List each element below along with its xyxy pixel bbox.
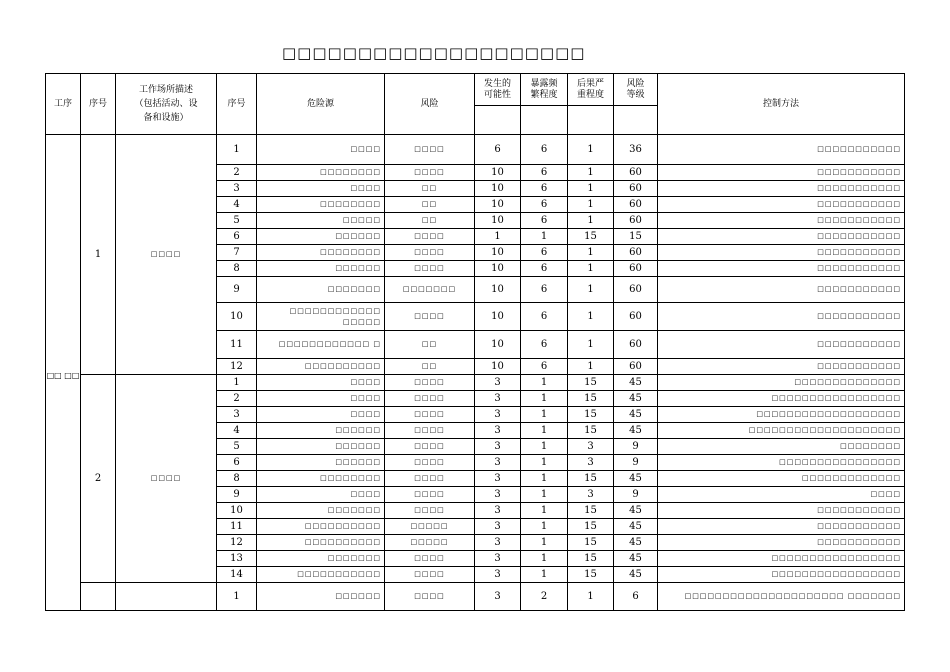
risk-cell: □□□□ [385, 551, 475, 567]
hazard-cell: □□□□□□□□ [257, 197, 385, 213]
control-cell: □□□□□□□□□□□ [658, 519, 905, 535]
likelihood-cell: 10 [475, 261, 521, 277]
exposure-cell: 1 [521, 487, 568, 503]
severity-cell: 1 [568, 213, 614, 229]
header-exposure-empty [521, 106, 568, 135]
header-severity-2: 重程度 [576, 89, 604, 100]
severity-cell: 1 [568, 303, 614, 331]
severity-cell: 1 [568, 359, 614, 375]
exposure-cell: 1 [521, 391, 568, 407]
hazard-cell: □□□□ [257, 487, 385, 503]
hazard-cell: □□□□□□□□ [257, 245, 385, 261]
level-cell: 60 [614, 261, 658, 277]
hazard-cell: □□□□□□□□□□ [257, 535, 385, 551]
row-seq-cell: 1 [217, 135, 257, 165]
severity-cell: 1 [568, 261, 614, 277]
severity-cell: 15 [568, 535, 614, 551]
level-cell: 15 [614, 229, 658, 245]
level-cell: 45 [614, 391, 658, 407]
control-cell: □□□□□□□□□□□□□□□□□□□□ [658, 423, 905, 439]
exposure-cell: 1 [521, 535, 568, 551]
header-level-empty [614, 106, 658, 135]
control-cell: □□□□□□□□□□□ [658, 135, 905, 165]
exposure-cell: 6 [521, 303, 568, 331]
risk-cell: □□□□ [385, 245, 475, 261]
control-cell: □□□□ [658, 487, 905, 503]
header-workplace-line3: 备和设施） [143, 113, 189, 123]
row-seq-cell: 14 [217, 567, 257, 583]
likelihood-cell: 3 [475, 567, 521, 583]
header-likelihood-empty [475, 106, 521, 135]
exposure-cell: 6 [521, 277, 568, 303]
level-cell: 45 [614, 407, 658, 423]
control-cell: □□□□□□□□□□□□□ [658, 471, 905, 487]
header-workplace-line2: （包括活动、设 [134, 99, 198, 109]
severity-cell: 1 [568, 165, 614, 181]
severity-cell: 3 [568, 487, 614, 503]
control-cell: □□□□□□□□□□□ [658, 181, 905, 197]
risk-cell: □□□□ [385, 229, 475, 245]
exposure-cell: 1 [521, 471, 568, 487]
risk-cell: □□□□ [385, 135, 475, 165]
header-process: 工序 [46, 74, 81, 135]
exposure-cell: 1 [521, 407, 568, 423]
exposure-cell: 6 [521, 197, 568, 213]
risk-cell: □□□□ [385, 391, 475, 407]
level-cell: 45 [614, 519, 658, 535]
row-seq-cell: 9 [217, 487, 257, 503]
likelihood-cell: 6 [475, 135, 521, 165]
group-seq-cell [81, 583, 116, 611]
severity-cell: 1 [568, 331, 614, 359]
likelihood-cell: 10 [475, 181, 521, 197]
row-seq-cell: 10 [217, 503, 257, 519]
likelihood-cell: 3 [475, 423, 521, 439]
hazard-cell: □□□□ [257, 391, 385, 407]
hazard-cell: □□□□□□□□□□ [257, 519, 385, 535]
hazard-cell: □□□□□□□□□□□□ □ [257, 331, 385, 359]
level-cell: 60 [614, 331, 658, 359]
likelihood-cell: 3 [475, 535, 521, 551]
likelihood-cell: 3 [475, 471, 521, 487]
control-cell: □□□□□□□□□□□□□□□□□ [658, 567, 905, 583]
likelihood-cell: 10 [475, 359, 521, 375]
severity-cell: 1 [568, 277, 614, 303]
row-seq-cell: 3 [217, 407, 257, 423]
hazard-cell: □□□□□□□□□□ [257, 359, 385, 375]
row-seq-cell: 4 [217, 423, 257, 439]
header-likelihood [475, 74, 521, 106]
level-cell: 45 [614, 471, 658, 487]
hazard-cell: □□□□□□□ [257, 551, 385, 567]
risk-cell: □□□□ [385, 471, 475, 487]
level-cell: 45 [614, 503, 658, 519]
hazard-cell: □□□□□ [257, 213, 385, 229]
header-workplace [116, 74, 217, 135]
row-seq-cell: 12 [217, 535, 257, 551]
severity-cell: 1 [568, 197, 614, 213]
table-row [46, 583, 905, 611]
control-cell: □□□□□□□□□□□ [658, 277, 905, 303]
risk-cell: □□□□□ [385, 519, 475, 535]
header-exposure [521, 74, 568, 106]
row-seq-cell: 2 [217, 165, 257, 181]
level-cell: 45 [614, 551, 658, 567]
risk-cell: □□ [385, 213, 475, 229]
severity-cell: 15 [568, 503, 614, 519]
severity-cell: 15 [568, 423, 614, 439]
likelihood-cell: 3 [475, 391, 521, 407]
hazard-cell: □□□□□□□□□□□ [257, 567, 385, 583]
likelihood-cell: 10 [475, 245, 521, 261]
row-seq-cell: 7 [217, 245, 257, 261]
control-cell: □□□□□□□□□□□ [658, 213, 905, 229]
level-cell: 45 [614, 375, 658, 391]
control-cell: □□□□□□□□□□□□□□□□□□□ [658, 407, 905, 423]
exposure-cell: 6 [521, 261, 568, 277]
row-seq-cell: 11 [217, 331, 257, 359]
header-risk: 风险 [385, 74, 475, 135]
hazard-cell: □□□□ [257, 375, 385, 391]
likelihood-cell: 10 [475, 213, 521, 229]
row-seq-cell: 9 [217, 277, 257, 303]
severity-cell: 1 [568, 245, 614, 261]
hazard-cell: □□□□□□□ [257, 503, 385, 519]
level-cell: 60 [614, 165, 658, 181]
row-seq-cell: 5 [217, 213, 257, 229]
row-seq-cell: 12 [217, 359, 257, 375]
hazard-cell: □□□□□□ [257, 423, 385, 439]
severity-cell: 15 [568, 407, 614, 423]
risk-cell: □□□□ [385, 165, 475, 181]
hazard-cell: □□□□ [257, 135, 385, 165]
control-cell: □□□□□□□□□□□ [658, 535, 905, 551]
control-cell: □□□□□□□□□□□ [658, 303, 905, 331]
risk-cell: □□□□ [385, 455, 475, 471]
level-cell: 60 [614, 181, 658, 197]
severity-cell: 1 [568, 583, 614, 611]
control-cell: □□□□□□□□□□□ [658, 503, 905, 519]
header-severity-empty [568, 106, 614, 135]
header-level-2: 等级 [626, 89, 645, 100]
severity-cell: 15 [568, 229, 614, 245]
exposure-cell: 6 [521, 213, 568, 229]
row-seq-cell: 4 [217, 197, 257, 213]
level-cell: 60 [614, 303, 658, 331]
risk-cell: □□ [385, 181, 475, 197]
likelihood-cell: 3 [475, 439, 521, 455]
hazard-cell: □□□□□□ [257, 455, 385, 471]
likelihood-cell: 3 [475, 407, 521, 423]
header-likelihood-2: 可能性 [483, 89, 511, 100]
risk-cell: □□□□ [385, 503, 475, 519]
severity-cell: 15 [568, 471, 614, 487]
row-seq-cell: 1 [217, 375, 257, 391]
header-level [614, 74, 658, 106]
risk-cell: □□□□ [385, 375, 475, 391]
row-seq-cell: 1 [217, 583, 257, 611]
hazard-cell: □□□□□□ [257, 261, 385, 277]
row-seq-cell: 3 [217, 181, 257, 197]
hazard-cell: □□□□□□□□□□□□ □□□□□ [257, 303, 385, 331]
level-cell: 60 [614, 213, 658, 229]
group-desc-cell [116, 583, 217, 611]
risk-cell: □□ [385, 359, 475, 375]
severity-cell: 1 [568, 135, 614, 165]
control-cell: □□□□□□□□□□□□□□□□□□□□□ □□□□□□□ [658, 583, 905, 611]
group-seq-cell: 2 [81, 375, 116, 583]
level-cell: 45 [614, 423, 658, 439]
row-seq-cell: 10 [217, 303, 257, 331]
risk-cell: □□□□□ [385, 535, 475, 551]
header-hazard: 危险源 [257, 74, 385, 135]
level-cell: 60 [614, 197, 658, 213]
group-seq-cell: 1 [81, 135, 116, 375]
exposure-cell: 1 [521, 423, 568, 439]
header-level-1: 风险 [626, 78, 645, 89]
row-seq-cell: 2 [217, 391, 257, 407]
severity-cell: 1 [568, 181, 614, 197]
hazard-cell: □□□□ [257, 407, 385, 423]
table-row [46, 375, 905, 391]
risk-cell: □□□□ [385, 423, 475, 439]
level-cell: 9 [614, 439, 658, 455]
table-row [46, 135, 905, 165]
row-seq-cell: 8 [217, 471, 257, 487]
hazard-cell: □□□□□□□ [257, 277, 385, 303]
exposure-cell: 1 [521, 503, 568, 519]
severity-cell: 3 [568, 439, 614, 455]
row-seq-cell: 11 [217, 519, 257, 535]
likelihood-cell: 3 [475, 519, 521, 535]
control-cell: □□□□□□□□□□□ [658, 165, 905, 181]
level-cell: 9 [614, 455, 658, 471]
likelihood-cell: 3 [475, 375, 521, 391]
process-name-cell: □□ □□ [46, 135, 81, 611]
row-seq-cell: 6 [217, 455, 257, 471]
exposure-cell: 1 [521, 439, 568, 455]
exposure-cell: 1 [521, 519, 568, 535]
level-cell: 60 [614, 359, 658, 375]
likelihood-cell: 3 [475, 551, 521, 567]
likelihood-cell: 3 [475, 455, 521, 471]
exposure-cell: 1 [521, 375, 568, 391]
likelihood-cell: 10 [475, 165, 521, 181]
likelihood-cell: 3 [475, 583, 521, 611]
level-cell: 60 [614, 277, 658, 303]
control-cell: □□□□□□□□□□□ [658, 245, 905, 261]
risk-cell: □□□□ [385, 407, 475, 423]
control-cell: □□□□□□□□□□□ [658, 359, 905, 375]
group-desc-cell: □□□□ [116, 135, 217, 375]
hazard-cell: □□□□□□□□ [257, 165, 385, 181]
level-cell: 60 [614, 245, 658, 261]
group-desc-cell: □□□□ [116, 375, 217, 583]
likelihood-cell: 1 [475, 229, 521, 245]
header-exposure-1: 暴露频 [530, 78, 558, 89]
exposure-cell: 1 [521, 551, 568, 567]
risk-cell: □□ [385, 331, 475, 359]
control-cell: □□□□□□□□□□□□□□ [658, 375, 905, 391]
row-seq-cell: 8 [217, 261, 257, 277]
exposure-cell: 1 [521, 229, 568, 245]
control-cell: □□□□□□□□ [658, 439, 905, 455]
page-title: □□□□□□□□□□□□□□□□□□□□ [282, 44, 586, 62]
control-cell: □□□□□□□□□□□ [658, 197, 905, 213]
likelihood-cell: 10 [475, 331, 521, 359]
level-cell: 45 [614, 535, 658, 551]
hazard-cell: □□□□□□□□ [257, 471, 385, 487]
likelihood-cell: 3 [475, 503, 521, 519]
exposure-cell: 1 [521, 455, 568, 471]
header-control: 控制方法 [658, 74, 905, 135]
exposure-cell: 6 [521, 135, 568, 165]
hazard-cell: □□□□ [257, 181, 385, 197]
risk-cell: □□□□□□□ [385, 277, 475, 303]
control-cell: □□□□□□□□□□□□□□□□□ [658, 391, 905, 407]
hazard-cell: □□□□□□ [257, 229, 385, 245]
severity-cell: 15 [568, 567, 614, 583]
severity-cell: 3 [568, 455, 614, 471]
risk-cell: □□□□ [385, 261, 475, 277]
likelihood-cell: 3 [475, 487, 521, 503]
hazard-cell: □□□□□□ [257, 583, 385, 611]
control-cell: □□□□□□□□□□□ [658, 331, 905, 359]
header-severity-1: 后果严 [576, 78, 604, 89]
row-seq-cell: 6 [217, 229, 257, 245]
header-exposure-2: 繁程度 [530, 89, 558, 100]
risk-cell: □□□□ [385, 303, 475, 331]
control-cell: □□□□□□□□□□□ [658, 261, 905, 277]
exposure-cell: 6 [521, 165, 568, 181]
exposure-cell: 6 [521, 181, 568, 197]
row-seq-cell: 13 [217, 551, 257, 567]
risk-assessment-table [45, 73, 905, 611]
level-cell: 36 [614, 135, 658, 165]
exposure-cell: 6 [521, 331, 568, 359]
risk-cell: □□□□ [385, 439, 475, 455]
header-severity [568, 74, 614, 106]
level-cell: 6 [614, 583, 658, 611]
severity-cell: 15 [568, 375, 614, 391]
control-cell: □□□□□□□□□□□□□□□□ [658, 455, 905, 471]
header-seq: 序号 [81, 74, 116, 135]
risk-cell: □□□□ [385, 487, 475, 503]
severity-cell: 15 [568, 391, 614, 407]
risk-cell: □□□□ [385, 583, 475, 611]
exposure-cell: 6 [521, 245, 568, 261]
table-body [46, 135, 905, 611]
exposure-cell: 1 [521, 567, 568, 583]
hazard-cell: □□□□□□ [257, 439, 385, 455]
exposure-cell: 6 [521, 359, 568, 375]
likelihood-cell: 10 [475, 197, 521, 213]
likelihood-cell: 10 [475, 303, 521, 331]
control-cell: □□□□□□□□□□□□□□□□□ [658, 551, 905, 567]
control-cell: □□□□□□□□□□□ [658, 229, 905, 245]
level-cell: 9 [614, 487, 658, 503]
level-cell: 45 [614, 567, 658, 583]
row-seq-cell: 5 [217, 439, 257, 455]
severity-cell: 15 [568, 551, 614, 567]
risk-cell: □□□□ [385, 567, 475, 583]
header-sub-seq: 序号 [217, 74, 257, 135]
header-likelihood-1: 发生的 [483, 78, 511, 89]
exposure-cell: 2 [521, 583, 568, 611]
header-workplace-line1: 工作场所描述 [138, 85, 193, 95]
risk-cell: □□ [385, 197, 475, 213]
likelihood-cell: 10 [475, 277, 521, 303]
severity-cell: 15 [568, 519, 614, 535]
